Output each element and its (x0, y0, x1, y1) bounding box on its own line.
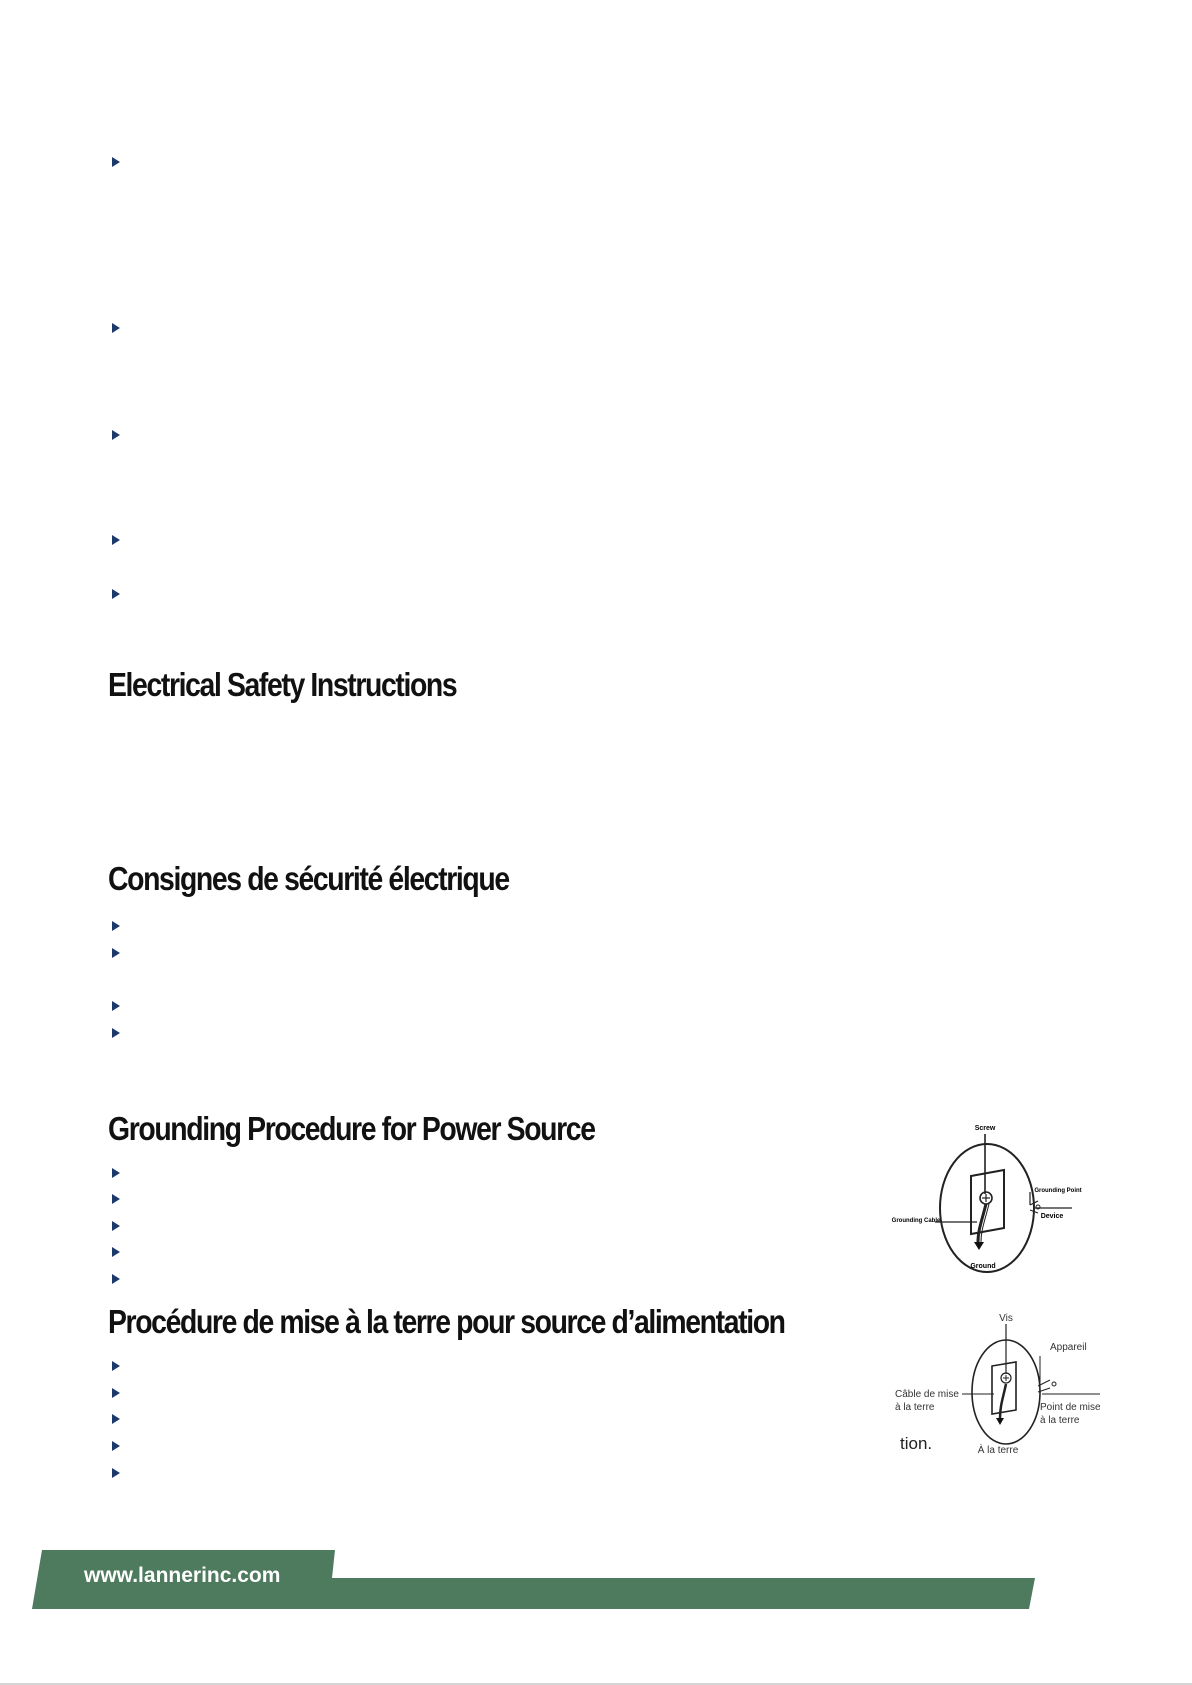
label-a-la-terre: À la terre (977, 1445, 1019, 1456)
section-title-electrical-en: Electrical Safety Instructions (108, 666, 457, 703)
label-ground: Ground (970, 1263, 996, 1270)
footer-website-link[interactable]: www.lannerinc.com (84, 1564, 281, 1587)
label-screw: Screw (974, 1125, 996, 1132)
section-title-grounding-fr: Procédure de mise à la terre pour source d’alimentation (108, 1303, 785, 1340)
section-title-grounding-en: Grounding Procedure for Power Source (108, 1110, 595, 1147)
label-device: Device (1040, 1213, 1064, 1220)
stray-text: tion. (900, 1434, 933, 1453)
label-point-line1: Point de mise (1040, 1402, 1101, 1413)
label-point-line2: à la terre (1040, 1415, 1080, 1426)
label-grounding-point: Grounding Point (1034, 1188, 1082, 1194)
label-appareil: Appareil (1050, 1342, 1087, 1353)
section-title-electrical-fr: Consignes de sécurité électrique (108, 860, 509, 897)
label-vis: Vis (999, 1313, 1013, 1324)
label-cable-line1: Câble de mise (895, 1389, 959, 1400)
label-grounding-cable: Grounding Cable (891, 1218, 941, 1224)
label-cable-line2: à la terre (895, 1402, 935, 1413)
